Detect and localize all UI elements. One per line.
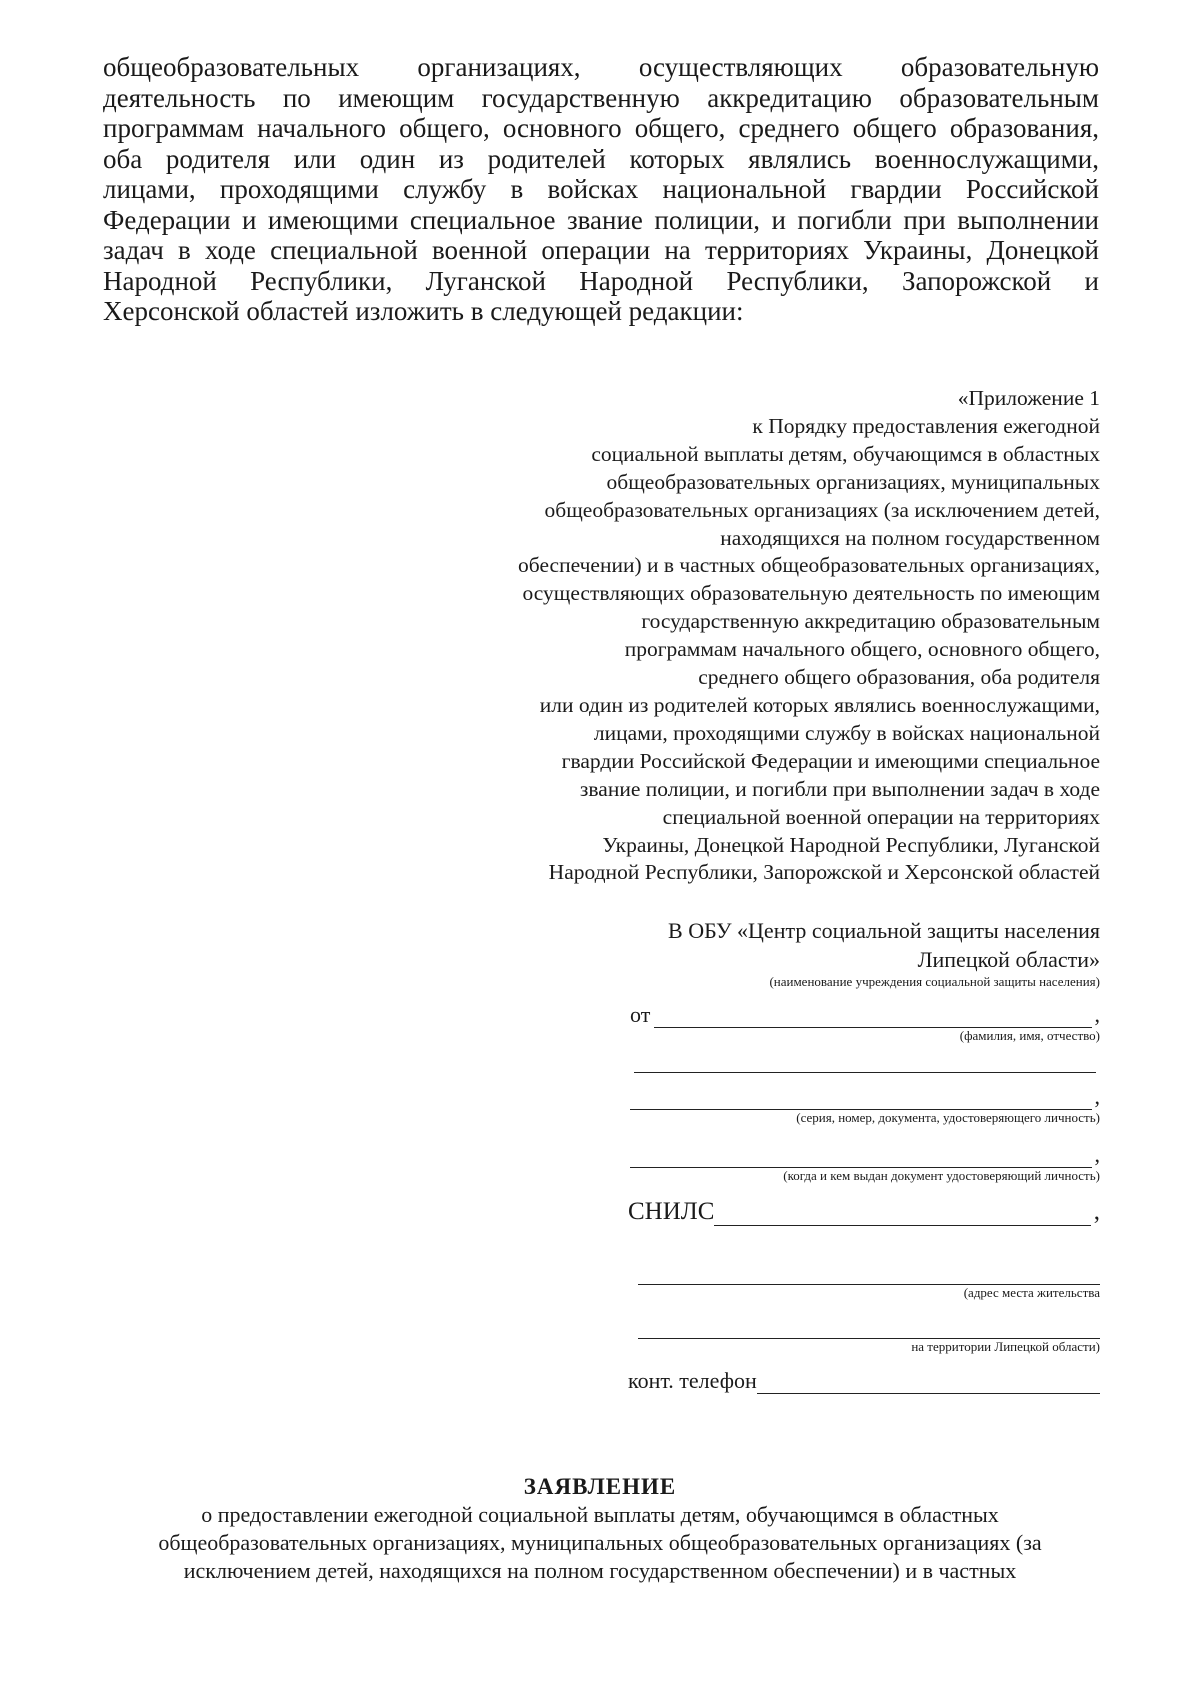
appendix-line: к Порядку предоставления ежегодной <box>752 413 1100 438</box>
appendix-line: Народной Республики, Запорожской и Херсонской областей <box>548 860 1100 885</box>
address-field <box>638 1262 1100 1301</box>
comma: , <box>1094 1142 1100 1167</box>
document-field <box>630 1084 1100 1126</box>
territory-line[interactable] <box>638 1316 1100 1339</box>
intro-line: Федерации и имеющими специальное звание полиции, и погибли при выполнении <box>103 204 1099 235</box>
intro-line: программам начального общего, основного общего, среднего общего образования, <box>103 113 1099 143</box>
statement-header <box>100 1473 1100 1585</box>
appendix-line: среднего общего образования, оба родителя <box>698 665 1100 690</box>
snils-line[interactable] <box>714 1203 1090 1226</box>
intro-line: Народной Республики, Луганской Народной Республики, Запорожской и <box>103 265 1099 296</box>
snils-field <box>628 1198 1100 1226</box>
appendix-line: государственную аккредитацию образовательным <box>641 609 1100 634</box>
full-name-continuation-line[interactable] <box>634 1050 1096 1073</box>
territory-field <box>638 1316 1100 1355</box>
appendix-line: или один из родителей которых являлись военнослужащими, <box>539 692 1100 717</box>
document-number-note: (серия, номер, документа, удостоверяющего личность) <box>796 1110 1100 1125</box>
addressee-line: В ОБУ «Центр социальной защиты населения <box>668 918 1100 943</box>
intro-line: деятельность по имеющим государственную аккредитацию образовательным <box>103 82 1099 113</box>
appendix-line: общеобразовательных организациях (за исключением детей, <box>544 497 1100 522</box>
appendix-line: лицами, проходящими службу в войсках национальной <box>593 720 1100 745</box>
addressee-note: (наименование учреждения социальной защиты населения) <box>769 974 1100 989</box>
full-name-note: (фамилия, имя, отчество) <box>959 1028 1100 1043</box>
addressee-block <box>540 916 1100 990</box>
from-label: от <box>630 1002 651 1027</box>
intro-line: общеобразовательных организациях, осуществляющих образовательную <box>103 52 1099 82</box>
appendix-line: общеобразовательных организациях, муниципальных <box>606 469 1100 494</box>
document-issued-line[interactable] <box>630 1145 1092 1168</box>
comma: , <box>1093 1198 1100 1225</box>
territory-note: на территории Липецкой области) <box>911 1339 1100 1354</box>
appendix-line: «Приложение 1 <box>957 386 1100 410</box>
appendix-line: Украины, Донецкой Народной Республики, Луганской <box>602 832 1100 857</box>
appendix-line: программам начального общего, основного общего, <box>624 637 1100 662</box>
statement-line: исключением детей, находящихся на полном государственном обеспечении) и в частных <box>183 1558 1017 1583</box>
intro-line: оба родителя или один из родителей которых являлись военнослужащими, <box>103 143 1099 174</box>
intro-line: Херсонской областей изложить в следующей редакции: <box>103 296 744 326</box>
from-field <box>630 1002 1100 1044</box>
statement-line: о предоставлении ежегодной социальной выплаты детям, обучающимся в областных <box>201 1502 999 1527</box>
appendix-line: находящихся на полном государственном <box>720 525 1100 550</box>
address-line[interactable] <box>638 1262 1100 1285</box>
statement-title: ЗАЯВЛЕНИЕ <box>523 1474 677 1499</box>
appendix-line: обеспечении) и в частных общеобразовательных организациях, <box>518 553 1100 578</box>
appendix-line: осуществляющих образовательную деятельность по имеющим <box>522 581 1100 606</box>
appendix-line: гвардии Российской Федерации и имеющими специальное <box>561 748 1100 773</box>
appendix-heading <box>400 385 1100 887</box>
comma: , <box>1094 1002 1100 1027</box>
issued-field <box>630 1142 1100 1184</box>
addressee-line: Липецкой области» <box>917 947 1100 972</box>
intro-line: задач в ходе специальной военной операции на территориях Украины, Донецкой <box>103 235 1099 265</box>
phone-field <box>628 1368 1100 1394</box>
phone-label: конт. телефон <box>628 1368 757 1393</box>
appendix-line: социальной выплаты детям, обучающимся в областных <box>591 441 1100 466</box>
statement-subtitle <box>100 1501 1100 1585</box>
blank-line <box>634 1050 1096 1073</box>
phone-line[interactable] <box>757 1371 1100 1394</box>
document-number-line[interactable] <box>630 1087 1092 1110</box>
comma: , <box>1094 1084 1100 1109</box>
address-note: (адрес места жительства <box>963 1285 1100 1300</box>
document-issued-note: (когда и кем выдан документ удостоверяющий личность) <box>783 1168 1100 1183</box>
appendix-line: звание полиции, и погибли при выполнении задач в ходе <box>579 776 1100 801</box>
snils-label: СНИЛС <box>628 1198 715 1225</box>
intro-paragraph <box>103 52 1099 327</box>
full-name-line[interactable] <box>654 1005 1091 1028</box>
appendix-line: специальной военной операции на территориях <box>662 804 1100 829</box>
intro-line: лицами, проходящими службу в войсках национальной гвардии Российской <box>103 174 1099 204</box>
statement-line: общеобразовательных организациях, муниципальных общеобразовательных организациях (за <box>158 1530 1042 1555</box>
